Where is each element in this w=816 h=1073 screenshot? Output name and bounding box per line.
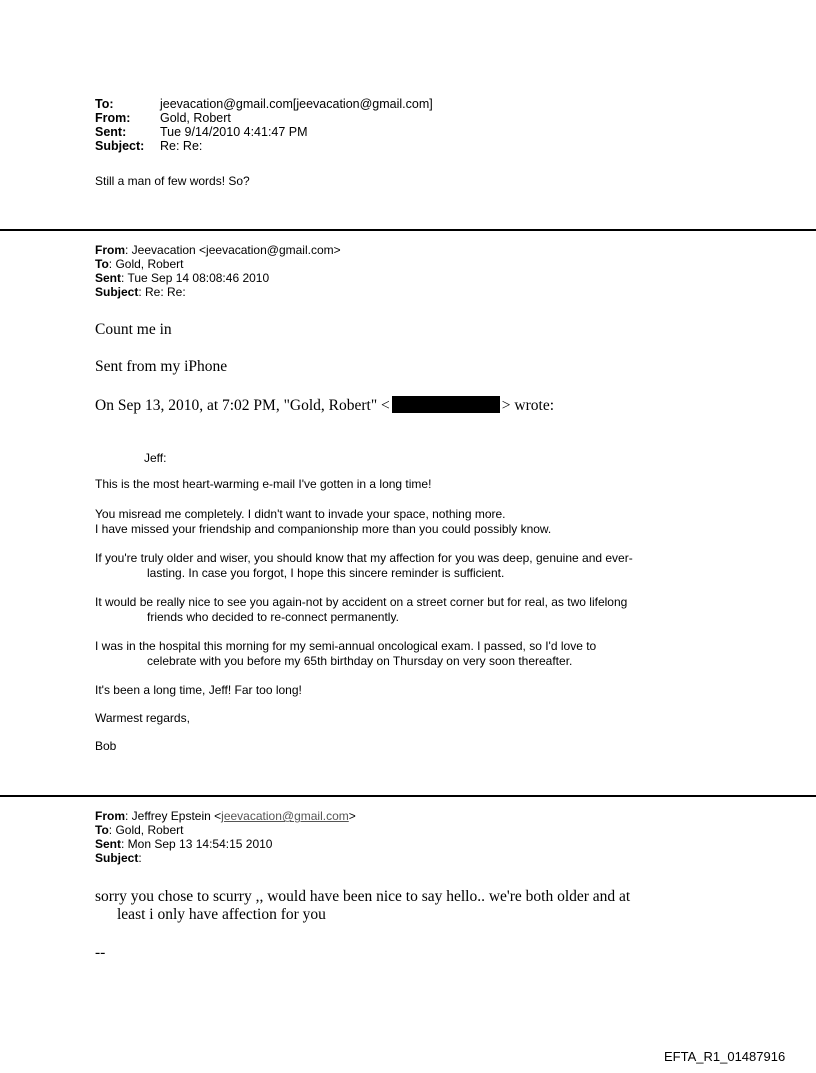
email3-body (95, 888, 630, 924)
email2-to-row (95, 257, 341, 271)
to-value: jeevacation@gmail.com[jeevacation@gmail.com] (160, 97, 433, 111)
quoted-p8: Bob (95, 739, 117, 753)
email3-subject-row (95, 851, 356, 865)
to-label: To (95, 257, 109, 271)
document-id: EFTA_R1_01487916 (664, 1049, 786, 1064)
from-label: From: (95, 111, 131, 125)
quoted-p3-line2: lasting. In case you forgot, I hope this sincere reminder is sufficient. (147, 566, 505, 580)
to-value: : Gold, Robert (108, 257, 184, 271)
quoted-p5-line2: celebrate with you before my 65th birthday on Thursday on very soon thereafter. (147, 654, 573, 668)
sent-label: Sent: (95, 125, 127, 139)
quoted-p4 (95, 595, 627, 625)
from-label: From (95, 243, 125, 257)
to-label: To: (95, 97, 114, 111)
sent-value: : Mon Sep 13 14:54:15 2010 (121, 837, 273, 851)
subject-value: : Re: Re: (138, 285, 186, 299)
email1-from-row (95, 111, 433, 125)
subject-label: Subject: (95, 139, 145, 153)
quoted-greeting: Jeff: (144, 451, 167, 465)
quoted-p5 (95, 639, 596, 669)
email3-signature: -- (95, 944, 106, 961)
quoted-p5-line1: I was in the hospital this morning for my semi-annual oncological exam. I passed, so I'd love to (95, 639, 597, 653)
quoted-p7: Warmest regards, (95, 711, 190, 725)
quoted-p1: This is the most heart-warming e-mail I've gotten in a long time! (95, 477, 432, 491)
quoted-p4-line2: friends who decided to re-connect permanently. (147, 610, 399, 624)
email3-sent-row (95, 837, 356, 851)
email3-to-row (95, 823, 356, 837)
email1-header (95, 97, 433, 153)
email2-header (95, 243, 341, 299)
email2-sent-row (95, 271, 341, 285)
subject-label: Subject (95, 285, 139, 299)
subject-value: : (138, 851, 142, 865)
to-value: : Gold, Robert (108, 823, 184, 837)
divider-1 (0, 229, 816, 231)
subject-label: Subject (95, 851, 139, 865)
sent-value: Tue 9/14/2010 4:41:47 PM (160, 125, 308, 139)
quoted-p4-line1: It would be really nice to see you again-not by accident on a street corner but for real, as two lifelong (95, 595, 628, 609)
sent-label: Sent (95, 837, 122, 851)
email3-header (95, 809, 356, 865)
quoted-p2-line2: I have missed your friendship and companionship more than you could possibly know. (95, 522, 552, 536)
email3-body-line2: least i only have affection for you (117, 906, 326, 923)
divider-2 (0, 795, 816, 797)
wrote-prefix: On Sep 13, 2010, at 7:02 PM, "Gold, Robert" < (95, 397, 390, 414)
email3-from-row (95, 809, 356, 823)
from-email-link[interactable]: jeevacation@gmail.com (221, 809, 349, 823)
from-prefix: : Jeffrey Epstein < (125, 809, 222, 823)
to-label: To (95, 823, 109, 837)
email2-line2: Sent from my iPhone (95, 358, 228, 375)
wrote-suffix: > wrote: (501, 397, 555, 414)
sent-value: : Tue Sep 14 08:08:46 2010 (121, 271, 270, 285)
sent-label: Sent (95, 271, 122, 285)
email2-line1: Count me in (95, 321, 172, 338)
email1-subject-row (95, 139, 433, 153)
subject-value: Re: Re: (160, 139, 203, 153)
email3-body-line1: sorry you chose to scurry ,, would have been nice to say hello.. we're both older and at (95, 888, 631, 905)
email2-wrote-line (95, 396, 554, 415)
from-value: Gold, Robert (160, 111, 231, 125)
from-suffix: > (348, 809, 356, 823)
quoted-p6: It's been a long time, Jeff! Far too long! (95, 683, 302, 697)
email2-subject-row (95, 285, 341, 299)
quoted-p2 (95, 507, 551, 537)
quoted-p3 (95, 551, 633, 581)
from-label: From (95, 809, 125, 823)
email1-to-row (95, 97, 433, 111)
quoted-p3-line1: If you're truly older and wiser, you should know that my affection for you was deep, genuine and ever- (95, 551, 633, 565)
from-value: : Jeevacation <jeevacation@gmail.com> (125, 243, 341, 257)
email1-body: Still a man of few words! So? (95, 174, 250, 188)
quoted-p2-line1: You misread me completely. I didn't want to invade your space, nothing more. (95, 507, 506, 521)
email2-from-row (95, 243, 341, 257)
email1-sent-row (95, 125, 433, 139)
redaction-box (392, 396, 500, 413)
